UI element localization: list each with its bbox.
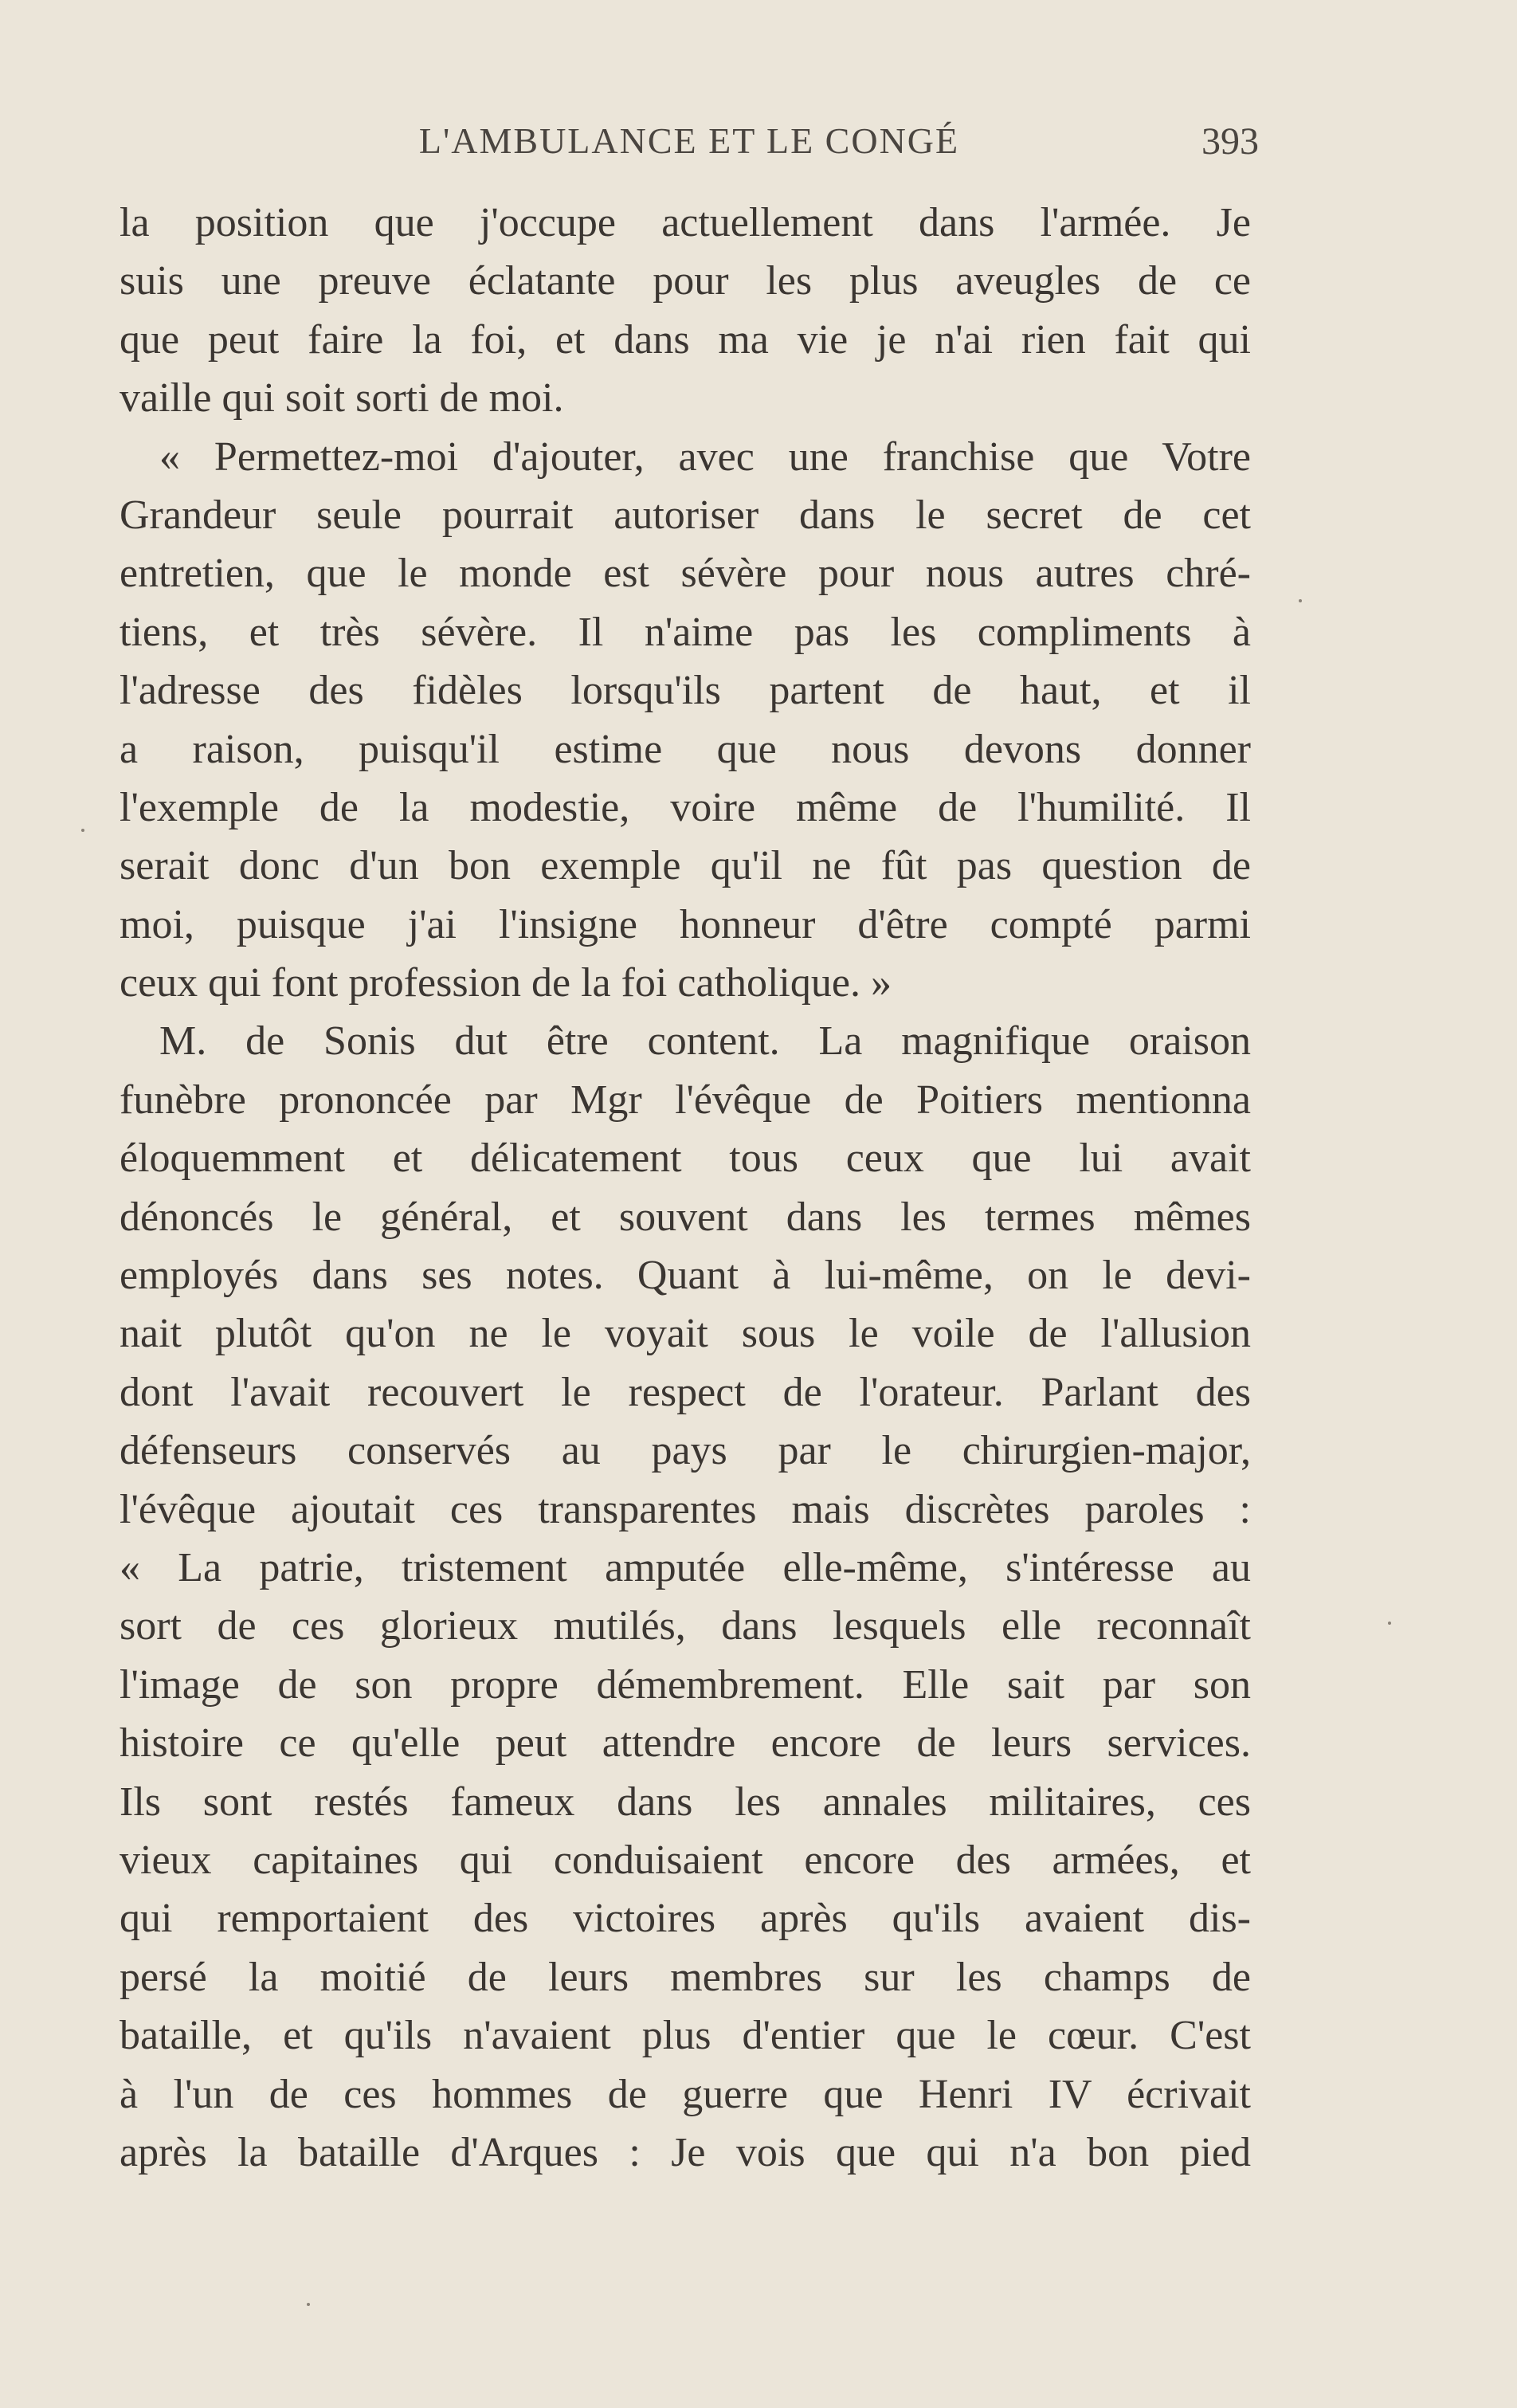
text-line: funèbre prononcée par Mgr l'évêque de Poitiers mentionna xyxy=(120,1077,1251,1123)
paper-speck xyxy=(1299,599,1302,602)
text-line: que peut faire la foi, et dans ma vie je n'ai rien fait qui xyxy=(120,316,1251,363)
text-line: Ils sont restés fameux dans les annales militaires, ces xyxy=(120,1779,1251,1825)
text-line: a raison, puisqu'il estime que nous devons donner xyxy=(120,726,1251,772)
body-text xyxy=(120,194,1251,2182)
text-line: qui remportaient des victoires après qu'ils avaient dis- xyxy=(120,1896,1251,1942)
text-line: bataille, et qu'ils n'avaient plus d'entier que le cœur. C'est xyxy=(120,2013,1251,2059)
text-line: l'adresse des fidèles lorsqu'ils partent de haut, et il xyxy=(120,668,1251,714)
page-header xyxy=(120,120,1259,167)
text-line: dénoncés le général, et souvent dans les termes mêmes xyxy=(120,1194,1251,1240)
paper-speck xyxy=(81,829,84,832)
text-line: suis une preuve éclatante pour les plus aveugles de ce xyxy=(120,258,1251,304)
text-line: après la bataille d'Arques : Je vois que qui n'a bon pied xyxy=(120,2129,1251,2175)
text-line: M. de Sonis dut être content. La magnifique oraison xyxy=(159,1018,1251,1065)
paper-speck xyxy=(307,2303,310,2306)
text-line: serait donc d'un bon exemple qu'il ne fût pas question de xyxy=(120,843,1251,889)
page-number: 393 xyxy=(1201,120,1259,163)
text-line: vieux capitaines qui conduisaient encore des armées, et xyxy=(120,1837,1251,1883)
text-line: dont l'avait recouvert le respect de l'orateur. Parlant des xyxy=(120,1369,1251,1415)
text-line: la position que j'occupe actuellement dans l'armée. Je xyxy=(120,200,1251,245)
text-line: l'exemple de la modestie, voire même de l'humilité. Il xyxy=(120,784,1251,830)
text-line: persé la moitié de leurs membres sur les champs de xyxy=(120,1954,1251,2000)
text-line: à l'un de ces hommes de guerre que Henri IV écrivait xyxy=(120,2071,1251,2117)
text-line: vaille qui soit sorti de moi. xyxy=(120,375,564,422)
running-title: L'AMBULANCE ET LE CONGÉ xyxy=(418,120,960,161)
text-line: entretien, que le monde est sévère pour nous autres chré- xyxy=(120,551,1251,597)
text-line: employés dans ses notes. Quant à lui-même, on le devi- xyxy=(120,1253,1251,1299)
text-line: sort de ces glorieux mutilés, dans lesquels elle reconnaît xyxy=(120,1603,1251,1649)
text-line: l'évêque ajoutait ces transparentes mais discrètes paroles : xyxy=(120,1486,1251,1532)
text-line: nait plutôt qu'on ne le voyait sous le voile de l'allusion xyxy=(120,1311,1251,1357)
text-line: tiens, et très sévère. Il n'aime pas les compliments à xyxy=(120,609,1251,655)
text-line: ceux qui font profession de la foi catholique. » xyxy=(120,960,892,1006)
text-line: éloquemment et délicatement tous ceux que lui avait xyxy=(120,1135,1251,1182)
text-line: « La patrie, tristement amputée elle-même, s'intéresse au xyxy=(120,1544,1251,1590)
text-line: histoire ce qu'elle peut attendre encore de leurs services. xyxy=(120,1720,1251,1767)
text-line: l'image de son propre démembrement. Elle sait par son xyxy=(120,1661,1251,1708)
text-line: défenseurs conservés au pays par le chirurgien-major, xyxy=(120,1428,1251,1474)
text-line: moi, puisque j'ai l'insigne honneur d'être compté parmi xyxy=(120,901,1251,947)
text-line: Grandeur seule pourrait autoriser dans le secret de cet xyxy=(120,492,1251,538)
text-line: « Permettez-moi d'ajouter, avec une franchise que Votre xyxy=(159,433,1251,480)
paper-speck xyxy=(1388,1622,1391,1625)
